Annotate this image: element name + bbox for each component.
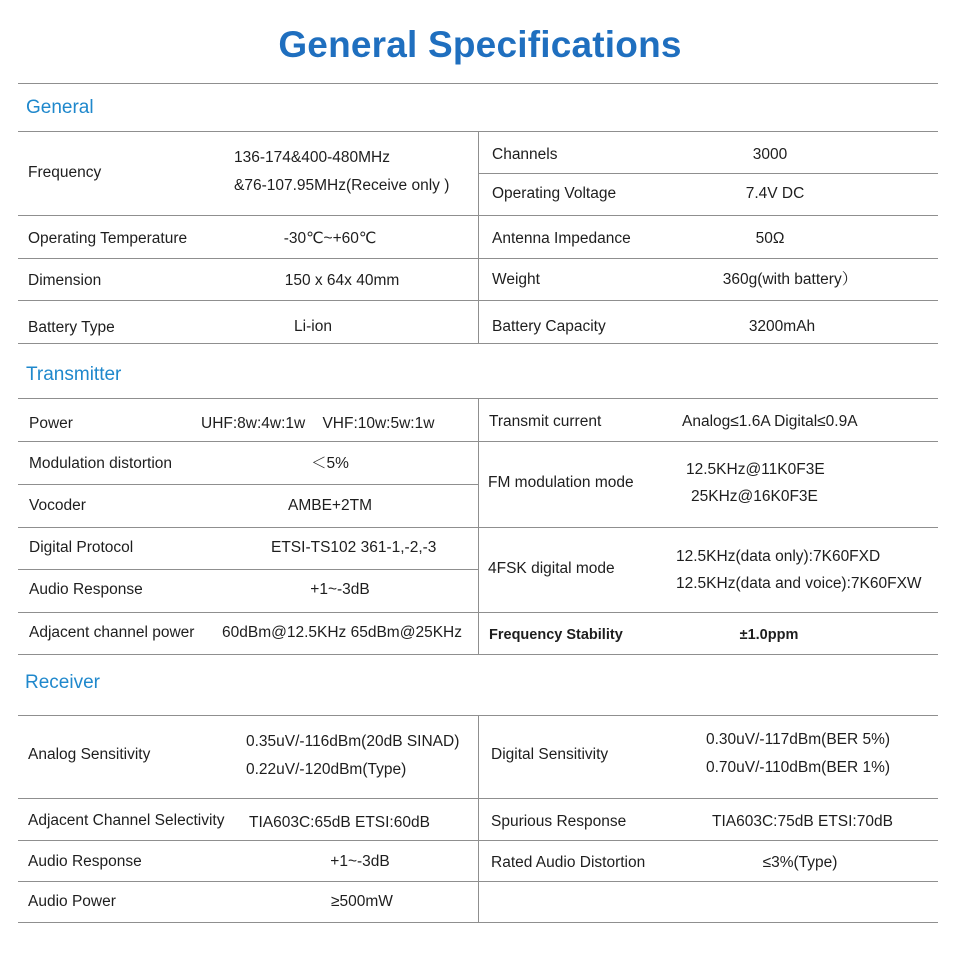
divider xyxy=(18,798,938,799)
divider xyxy=(18,569,478,570)
section-title-receiver: Receiver xyxy=(25,672,100,693)
analog-sensitivity-label: Analog Sensitivity xyxy=(28,746,151,763)
audio-power-label: Audio Power xyxy=(28,893,116,910)
section-title-transmitter: Transmitter xyxy=(26,364,122,385)
tx-audio-response-value: +1~-3dB xyxy=(310,581,370,598)
battery-capacity-value: 3200mAh xyxy=(748,318,816,335)
divider xyxy=(18,840,938,841)
spurious-response-label: Spurious Response xyxy=(491,813,627,830)
4fsk-digital-mode-label: 4FSK digital mode xyxy=(488,560,615,577)
divider xyxy=(18,654,938,655)
column-divider xyxy=(478,398,479,654)
frequency-label: Frequency xyxy=(28,164,102,181)
operating-voltage-value: 7.4V DC xyxy=(745,185,805,202)
divider xyxy=(18,300,938,301)
adjacent-channel-selectivity-value: TIA603C:65dB ETSI:60dB xyxy=(249,814,430,831)
rx-audio-response-value: +1~-3dB xyxy=(330,853,390,870)
weight-value: 360g(with battery） xyxy=(722,271,858,288)
rx-audio-response-label: Audio Response xyxy=(28,853,142,870)
operating-temperature-value: -30℃~+60℃ xyxy=(283,230,377,247)
divider xyxy=(18,258,938,259)
frequency-stability-value: ±1.0ppm xyxy=(739,627,799,643)
power-label: Power xyxy=(29,415,73,432)
audio-power-value: ≥500mW xyxy=(331,893,393,910)
modulation-distortion-label: Modulation distortion xyxy=(29,455,173,472)
divider xyxy=(18,527,938,528)
frequency-value-line1: 136-174&400-480MHz xyxy=(234,149,390,166)
frequency-value-line2: &76-107.95MHz(Receive only ) xyxy=(234,177,450,194)
divider xyxy=(18,922,938,923)
battery-type-label: Battery Type xyxy=(28,319,115,336)
section-title-general: General xyxy=(26,97,94,118)
power-value: UHF:8w:4w:1w VHF:10w:5w:1w xyxy=(201,415,435,432)
battery-capacity-label: Battery Capacity xyxy=(492,318,606,335)
rated-audio-distortion-label: Rated Audio Distortion xyxy=(491,854,646,871)
transmit-current-value: Analog≤1.6A Digital≤0.9A xyxy=(682,413,858,430)
spurious-response-value: TIA603C:75dB ETSI:70dB xyxy=(712,813,893,830)
divider xyxy=(18,83,938,84)
adjacent-channel-power-label: Adjacent channel power xyxy=(29,624,195,641)
antenna-impedance-label: Antenna Impedance xyxy=(492,230,631,247)
operating-temperature-label: Operating Temperature xyxy=(28,230,188,247)
vocoder-label: Vocoder xyxy=(29,497,86,514)
digital-sensitivity-value-line2: 0.70uV/-110dBm(BER 1%) xyxy=(706,759,891,776)
divider xyxy=(478,173,938,174)
4fsk-digital-mode-value-line2: 12.5KHz(data and voice):7K60FXW xyxy=(676,575,922,592)
4fsk-digital-mode-value-line1: 12.5KHz(data only):7K60FXD xyxy=(676,548,881,565)
adjacent-channel-selectivity-label: Adjacent Channel Selectivity xyxy=(28,812,225,829)
page-title: General Specifications xyxy=(278,24,682,65)
analog-sensitivity-value-line1: 0.35uV/-116dBm(20dB SINAD) xyxy=(246,733,460,750)
channels-label: Channels xyxy=(492,146,558,163)
rated-audio-distortion-value: ≤3%(Type) xyxy=(762,854,838,871)
analog-sensitivity-value-line2: 0.22uV/-120dBm(Type) xyxy=(246,761,407,778)
battery-type-value: Li-ion xyxy=(294,318,332,335)
fm-modulation-mode-value-line1: 12.5KHz@11K0F3E xyxy=(686,461,825,478)
divider xyxy=(18,343,938,344)
weight-label: Weight xyxy=(492,271,540,288)
operating-voltage-label: Operating Voltage xyxy=(492,185,617,202)
channels-value: 3000 xyxy=(752,146,788,163)
digital-sensitivity-label: Digital Sensitivity xyxy=(491,746,609,763)
divider xyxy=(18,215,938,216)
transmit-current-label: Transmit current xyxy=(489,413,602,430)
adjacent-channel-power-value: 60dBm@12.5KHz 65dBm@25KHz xyxy=(222,624,462,641)
frequency-stability-label: Frequency Stability xyxy=(489,627,623,643)
dimension-value: 150 x 64x 40mm xyxy=(284,272,400,289)
tx-audio-response-label: Audio Response xyxy=(29,581,143,598)
column-divider xyxy=(478,715,479,922)
digital-protocol-label: Digital Protocol xyxy=(29,539,134,556)
antenna-impedance-value: 50Ω xyxy=(755,230,785,247)
digital-sensitivity-value-line1: 0.30uV/-117dBm(BER 5%) xyxy=(706,731,891,748)
divider xyxy=(18,441,938,442)
divider xyxy=(18,612,938,613)
dimension-label: Dimension xyxy=(28,272,102,289)
fm-modulation-mode-label: FM modulation mode xyxy=(488,474,634,491)
modulation-distortion-value: ＜5% xyxy=(311,455,349,472)
fm-modulation-mode-value-line2: 25KHz@16K0F3E xyxy=(691,488,818,505)
divider xyxy=(18,881,938,882)
digital-protocol-value: ETSI-TS102 361-1,-2,-3 xyxy=(271,539,437,556)
vocoder-value: AMBE+2TM xyxy=(288,497,372,514)
column-divider xyxy=(478,131,479,343)
divider xyxy=(18,484,478,485)
